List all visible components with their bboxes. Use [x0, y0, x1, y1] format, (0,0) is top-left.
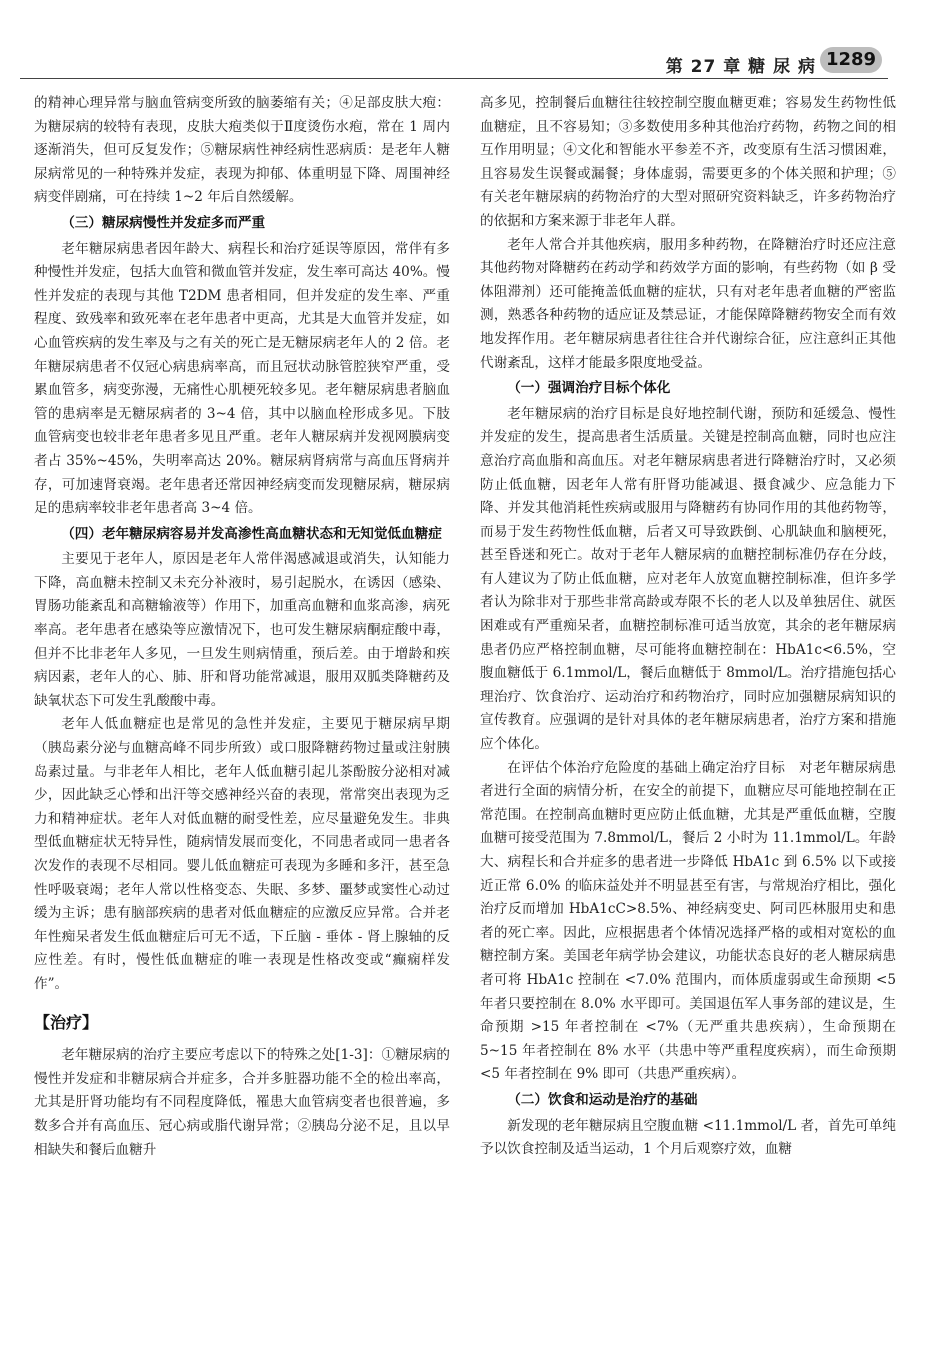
paragraph: 新发现的老年糖尿病且空腹血糖 <11.1mmol/L 者，首先可单纯予以饮食控制及适当运动，1 个月后观察疗效，血糖 [480, 1117, 896, 1158]
chapter-title: 第 27 章 糖 尿 病 [665, 57, 816, 77]
paragraph: 高多见，控制餐后血糖往往较控制空腹血糖更难；容易发生药物性低血糖症，且不容易知；③多数使用多种其他治疗药物，药物之间的相互作用明显；④文化和智能水平参差不齐，改变原有生活习惯困难，且容易发生误餐或漏餐；身体虚弱，需要更多的个体关照和护理；⑤有关老年糖尿病的药物治疗的大型对照研究资料缺乏，许多药物治疗的依据和方案来源于非老年人群。 [480, 95, 896, 229]
paragraph: 老年人低血糖症也是常见的急性并发症，主要见于糖尿病早期（胰岛素分泌与血糖高峰不同步所致）或口服降糖药物过量或注射胰岛素过量。与非老年人相比，老年人低血糖引起儿茶酚胺分泌相对减少，因此缺乏心悸和出汗等交感神经兴奋的表现，常常突出表现为乏力和精神症状。老年人对低血糖的耐受性差，应尽量避免发生。非典型低血糖症状无特异性，随病情发展而变化，不同患者或同一患者各次发作的表现不尽相同。婴儿低血糖症可表现为多睡和多汗，甚至急性呼吸衰竭；老年人常以性格变态、失眠、多梦、噩梦或窦性心动过缓为主诉；患有脑部疾病的患者对低血糖症的应激反应异常。合并老年性痴呆者发生低血糖症后可无不适，下丘脑 - 垂体 - 肾上腺轴的反应性差。有时，慢性低血糖症的唯一表现是性格改变或“癫痫样发作”。 [34, 716, 450, 992]
treatment-heading: 【治疗】 [34, 1012, 99, 1032]
paragraph: 在评估个体治疗危险度的基础上确定治疗目标 对老年糖尿病患者进行全面的病情分析，在安全的前提下，血糖应尽可能地控制在正常范围。在控制高血糖时更应防止低血糖，尤其是严重低血糖，空腹血糖可接受范围为 7.8mmol/L，餐后 2 小时为 11.1mmol/L。年龄大、病程长和合并症多的患者进一步降低 HbA1c 到 6.5% 以下或接近正常 6.0% 的临床益处并不明显甚至有害，与常规治疗相比，强化治疗反而增加 HbA1cC>8.5%、神经病变史、阿司匹林服用史和患者的死亡率。因此，应根据患者个体情况选择严格的或相对宽松的血糖控制方案。美国老年病学协会建议，功能状态良好的老人糖尿病患者可将 HbA1c 控制在 <7.0% 范围内，而体质虚弱或生命预期 <5 年者只要控制在 8.0% 水平即可。美国退伍军人事务部的建议是，生命预期 >15 年者控制在 <7%（无严重共患疾病），生命预期在 5~15 年者控制在 8% 水平（共患中等严重程度疾病），而生命预期 <5 年者控制在 9% 即可（共患严重疾病）。 [480, 759, 896, 1083]
paragraph: 的精神心理异常与脑血管病变所致的脑萎缩有关；④足部皮肤大疱：为糖尿病的较特有表现，皮肤大疱类似于Ⅱ度烫伤水疱，常在 1 周内逐渐消失，但可反复发作；⑤糖尿病性神经病性恶病质：是老年人糖尿病常见的一种特殊并发症，表现为抑郁、体重明显下降、周围神经病变伴剧痛，可在持续 1~2 年后自然缓解。 [34, 95, 450, 206]
paragraph: 老年糖尿病患者因年龄大、病程长和治疗延误等原因，常伴有多种慢性并发症，包括大血管和微血管并发症，发生率可高达 40%。慢性并发症的表现与其他 T2DM 患者相同，但并发症的发生率、严重程度、致残率和致死率在老年患者中更高，尤其是大血管并发症，如心血管疾病的发生率及与之有关的死亡是无糖尿病老年人的 2 倍。老年糖尿病患者不仅冠心病患病率高，而且冠状动脉管腔狭窄严重，受累血管多，病变弥漫，无痛性心肌梗死较多见。老年糖尿病患者脑血管的患病率是无糖尿病者的 3~4 倍，其中以脑血栓形成多见。下肢血管病变也较非老年患者多见且严重。老年人糖尿病并发视网膜病变者占 35%~45%，失明率高达 20%。糖尿病肾病常与高血压肾病并存，可加速肾衰竭。老年患者还常因神经病变而发现糖尿病，糖尿病足的患病率较非老年患者高 3~4 倍。 [34, 240, 450, 517]
paragraph: 老年人常合并其他疾病，服用多种药物，在降糖治疗时还应注意其他药物对降糖药在药动学和药效学方面的影响，有些药物（如 β 受体阻滞剂）还可能掩盖低血糖的症状，只有对老年患者血糖的严密监测，熟悉各种药物的适应证及禁忌证，才能保障降糖药物安全而有效地发挥作用。老年糖尿病患者往往合并代谢综合征，应注意纠正其他代谢紊乱，这样才能最多限度地受益。 [480, 236, 896, 371]
right-column [480, 92, 896, 1162]
section-heading: （二）饮食和运动是治疗的基础 [507, 1091, 698, 1108]
paragraph: 老年糖尿病的治疗主要应考虑以下的特殊之处[1-3]：①糖尿病的慢性并发症和非糖尿病合并症多，合并多脏器功能不全的检出率高，尤其是肝肾功能均有不同程度降低，罹患大血管病变者也很普遍，多数多合并有高血压、冠心病或脂代谢异常；②胰岛分泌不足，且以早相缺失和餐后血糖升 [34, 1047, 450, 1158]
paragraph: 老年糖尿病的治疗目标是良好地控制代谢，预防和延缓急、慢性并发症的发生，提高患者生活质量。关键是控制高血糖，同时也应注意治疗高血脂和高血压。对老年糖尿病患者进行降糖治疗时，又必须防止低血糖，因老年人常有肝肾功能减退、摄食减少、应急能力下降、并发其他消耗性疾病或服用与降糖药有协同作用的其他药物等，而易于发生药物性低血糖，后者又可导致跌倒、心肌缺血和脑梗死，甚至昏迷和死亡。故对于老年人糖尿病的血糖控制标准仍存在分歧，有人建议为了防止低血糖，应对老年人放宽血糖控制标准，但许多学者认为除非对于那些非常高龄或寿限不长的老人以及单独居住、就医困难或有严重痴呆者，血糖控制标准可适当放宽，其余的老年糖尿病患者仍应严格控制血糖，尽可能将血糖控制在：HbA1c<6.5%，空腹血糖低于 6.1mmol/L，餐后血糖低于 8mmol/L。治疗措施包括心理治疗、饮食治疗、运动治疗和药物治疗，同时应加强糖尿病知识的宣传教育。应强调的是针对具体的老年糖尿病患者，治疗方案和措施应个体化。 [480, 405, 896, 753]
running-header [0, 44, 950, 80]
left-column [34, 92, 450, 1162]
section-heading: （三）糖尿病慢性并发症多而严重 [61, 214, 266, 231]
paragraph: 主要见于老年人，原因是老年人常伴渴感减退或消失，认知能力下降，高血糖未控制又未充分补液时，易引起脱水，在诱因（感染、胃肠功能紊乱和高糖输液等）作用下，加重高血糖和血浆高渗，病死率高。老年患者在感染等应激情况下，也可发生糖尿病酮症酸中毒，但并不比非老年人多见，一旦发生则病情重，预后差。由于增龄和疾病因素，老年人的心、肺、肝和肾功能常减退，服用双胍类降糖药及缺氧状态下可发生乳酸酸中毒。 [34, 551, 450, 709]
header-rule [20, 78, 888, 79]
section-heading: （四）老年糖尿病容易并发高渗性高血糖状态和无知觉低血糖症 [61, 525, 442, 542]
section-heading: （一）强调治疗目标个体化 [507, 380, 671, 397]
page-number-badge: 1289 [820, 47, 882, 73]
